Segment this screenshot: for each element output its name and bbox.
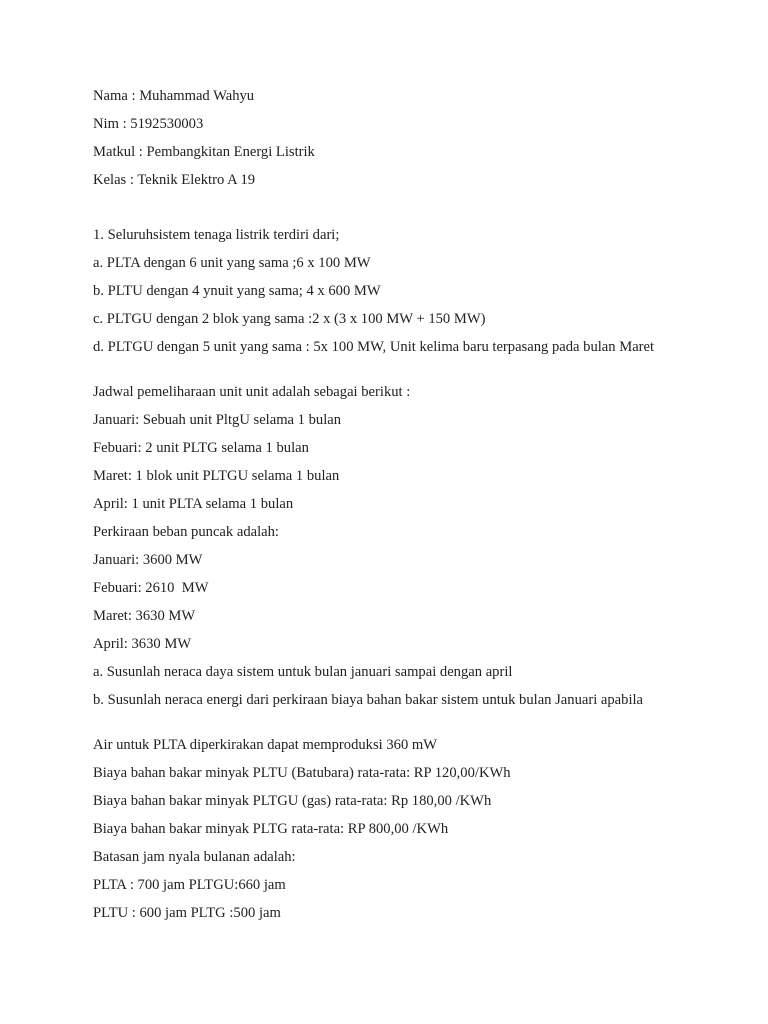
peak-load-april: April: 3630 MW xyxy=(93,636,192,652)
plant-item-a: a. PLTA dengan 6 unit yang sama ;6 x 100 MW xyxy=(93,255,371,271)
peak-load-title: Perkiraan beban puncak adalah: xyxy=(93,524,279,540)
peak-load-march: Maret: 3630 MW xyxy=(93,608,196,624)
condition-pltg-fuel: Biaya bahan bakar minyak PLTG rata-rata: RP 800,00 /KWh xyxy=(93,821,449,837)
hours-row-2: PLTU : 600 jam PLTG :500 jam xyxy=(93,905,281,921)
condition-pltu-fuel: Biaya bahan bakar minyak PLTU (Batubara) rata-rata: RP 120,00/KWh xyxy=(93,765,511,781)
task-a: a. Susunlah neraca daya sistem untuk bulan januari sampai dengan april xyxy=(93,664,513,680)
question-intro: 1. Seluruhsistem tenaga listrik terdiri dari; xyxy=(93,227,340,243)
maintenance-title: Jadwal pemeliharaan unit unit adalah sebagai berikut : xyxy=(93,384,411,400)
maintenance-march: Maret: 1 blok unit PLTGU selama 1 bulan xyxy=(93,468,340,484)
maintenance-january: Januari: Sebuah unit PltgU selama 1 bulan xyxy=(93,412,342,428)
class-name: Kelas : Teknik Elektro A 19 xyxy=(93,172,256,188)
plant-item-b: b. PLTU dengan 4 ynuit yang sama; 4 x 600 MW xyxy=(93,283,381,299)
plant-item-c: c. PLTGU dengan 2 blok yang sama :2 x (3 x 100 MW + 150 MW) xyxy=(93,311,486,327)
student-nim: Nim : 5192530003 xyxy=(93,116,204,132)
hours-title: Batasan jam nyala bulanan adalah: xyxy=(93,849,296,865)
hours-row-1: PLTA : 700 jam PLTGU:660 jam xyxy=(93,877,286,893)
peak-load-january: Januari: 3600 MW xyxy=(93,552,203,568)
maintenance-february: Febuari: 2 unit PLTG selama 1 bulan xyxy=(93,440,309,456)
task-b: b. Susunlah neraca energi dari perkiraan biaya bahan bakar sistem untuk bulan Januari apabila xyxy=(93,692,644,708)
plant-item-d: d. PLTGU dengan 5 unit yang sama : 5x 100 MW, Unit kelima baru terpasang pada bulan Maret xyxy=(93,339,655,355)
peak-load-february: Febuari: 2610 MW xyxy=(93,580,209,596)
course-name: Matkul : Pembangkitan Energi Listrik xyxy=(93,144,315,160)
condition-plta-water: Air untuk PLTA diperkirakan dapat memproduksi 360 mW xyxy=(93,737,438,753)
condition-pltgu-fuel: Biaya bahan bakar minyak PLTGU (gas) rata-rata: Rp 180,00 /KWh xyxy=(93,793,492,809)
maintenance-april: April: 1 unit PLTA selama 1 bulan xyxy=(93,496,294,512)
student-name: Nama : Muhammad Wahyu xyxy=(93,88,255,104)
